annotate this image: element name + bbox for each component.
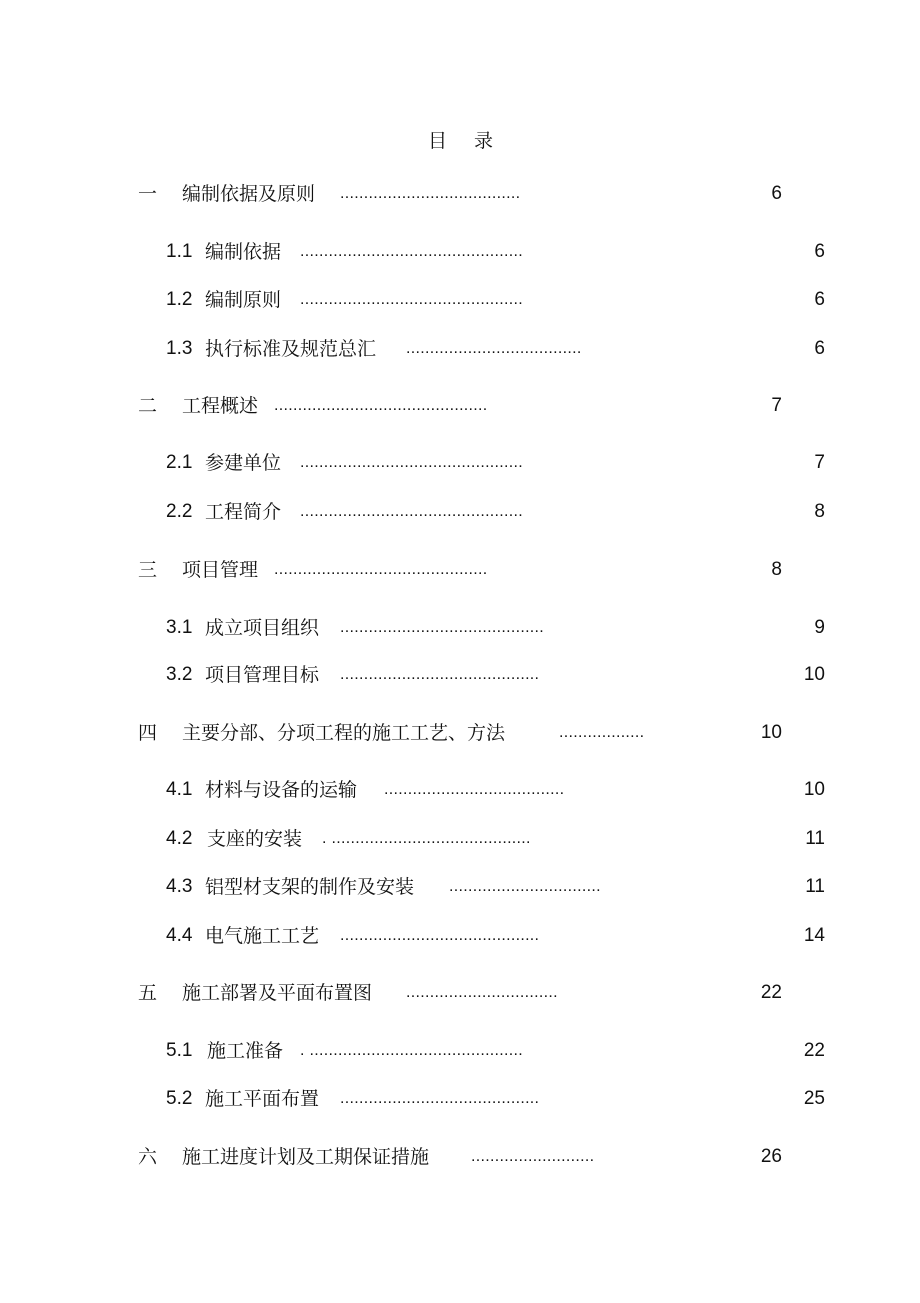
section-number: 3.2 — [166, 664, 193, 685]
dot-leader: .................. — [559, 724, 645, 741]
dot-leader: . ............................................. — [300, 1042, 524, 1059]
toc-entry[interactable] — [0, 1038, 920, 1064]
section-number: 4.1 — [166, 779, 193, 800]
chapter-number: 五 — [138, 982, 158, 1004]
entry-label: 施工准备 — [207, 1040, 284, 1062]
page-number: 11 — [805, 876, 825, 897]
entry-label: 主要分部、分项工程的施工工艺、方法 — [182, 722, 506, 744]
page-number: 6 — [814, 289, 825, 310]
dot-leader: ............................................. — [274, 561, 488, 578]
entry-label: 编制依据及原则 — [182, 183, 316, 205]
chapter-number: 二 — [138, 395, 158, 417]
toc-entry[interactable] — [0, 1144, 920, 1170]
toc-entry[interactable] — [0, 923, 920, 949]
toc-entry[interactable] — [0, 287, 920, 313]
section-number: 2.2 — [166, 501, 193, 522]
entry-label: 参建单位 — [205, 452, 282, 474]
section-number: 4.4 — [166, 925, 193, 946]
toc-entry[interactable] — [0, 874, 920, 900]
toc-entry[interactable] — [0, 1086, 920, 1112]
entry-label: 项目管理目标 — [205, 664, 320, 686]
page-number: 8 — [771, 559, 782, 580]
page-number: 10 — [803, 779, 825, 800]
section-number: 1.3 — [166, 338, 193, 359]
dot-leader: ..................................... — [406, 340, 582, 357]
dot-leader: ............................................... — [300, 503, 524, 520]
page-number: 22 — [760, 982, 782, 1003]
dot-leader: .......................................... — [340, 927, 540, 944]
toc-title-char-1: 目 — [428, 130, 448, 152]
section-number: 3.1 — [166, 617, 193, 638]
page-number: 26 — [760, 1146, 782, 1167]
toc-entry[interactable] — [0, 615, 920, 641]
entry-label: 铝型材支架的制作及安装 — [205, 876, 415, 898]
toc-entry[interactable] — [0, 662, 920, 688]
entry-label: 编制原则 — [205, 289, 282, 311]
section-number: 5.2 — [166, 1088, 193, 1109]
entry-label: 电气施工工艺 — [205, 925, 320, 947]
entry-label: 施工进度计划及工期保证措施 — [182, 1146, 430, 1168]
entry-label: 项目管理 — [182, 559, 259, 581]
page-number: 6 — [814, 241, 825, 262]
section-number: 2.1 — [166, 452, 193, 473]
dot-leader: .......................... — [471, 1148, 595, 1165]
page-number: 8 — [814, 501, 825, 522]
dot-leader: ...................................... — [340, 185, 521, 202]
dot-leader: ...................................... — [384, 781, 565, 798]
entry-label: 成立项目组织 — [205, 617, 320, 639]
dot-leader: ............................................... — [300, 291, 524, 308]
toc-entry[interactable] — [0, 777, 920, 803]
chapter-number: 六 — [138, 1146, 158, 1168]
entry-label: 施工平面布置 — [205, 1088, 320, 1110]
section-number: 4.2 — [166, 828, 193, 849]
section-number: 4.3 — [166, 876, 193, 897]
section-number: 1.1 — [166, 241, 193, 262]
page-number: 6 — [771, 183, 782, 204]
entry-label: 执行标准及规范总汇 — [205, 338, 377, 360]
page-number: 7 — [814, 452, 825, 473]
dot-leader: .......................................... — [340, 666, 540, 683]
dot-leader: ................................ — [449, 878, 601, 895]
page-number: 10 — [803, 664, 825, 685]
page-number: 7 — [771, 395, 782, 416]
toc-entry[interactable] — [0, 826, 920, 852]
dot-leader: ................................ — [406, 984, 558, 1001]
dot-leader: ............................................... — [300, 454, 524, 471]
page-number: 14 — [803, 925, 825, 946]
toc-entry[interactable] — [0, 181, 920, 207]
chapter-number: 四 — [138, 722, 158, 744]
toc-entry[interactable] — [0, 336, 920, 362]
entry-label: 施工部署及平面布置图 — [182, 982, 373, 1004]
chapter-number: 三 — [138, 559, 158, 581]
page-number: 22 — [803, 1040, 825, 1061]
section-number: 5.1 — [166, 1040, 193, 1061]
section-number: 1.2 — [166, 289, 193, 310]
entry-label: 工程概述 — [182, 395, 259, 417]
toc-entry[interactable] — [0, 499, 920, 525]
toc-entry[interactable] — [0, 980, 920, 1006]
toc-entry[interactable] — [0, 450, 920, 476]
entry-label: 编制依据 — [205, 241, 282, 263]
page-number: 6 — [814, 338, 825, 359]
toc-entry[interactable] — [0, 239, 920, 265]
dot-leader: ........................................... — [340, 619, 545, 636]
toc-title-char-2: 录 — [474, 130, 494, 152]
entry-label: 支座的安装 — [207, 828, 303, 850]
page-number: 25 — [803, 1088, 825, 1109]
page-number: 10 — [760, 722, 782, 743]
dot-leader: ............................................... — [300, 243, 524, 260]
toc-entry[interactable] — [0, 557, 920, 583]
dot-leader: .......................................... — [340, 1090, 540, 1107]
page-number: 11 — [805, 828, 825, 849]
entry-label: 材料与设备的运输 — [205, 779, 358, 801]
chapter-number: 一 — [138, 183, 158, 205]
toc-entry[interactable] — [0, 393, 920, 419]
dot-leader: ............................................. — [274, 397, 488, 414]
toc-entry[interactable] — [0, 720, 920, 746]
entry-label: 工程简介 — [205, 501, 282, 523]
dot-leader: . .......................................... — [322, 830, 531, 847]
page-number: 9 — [814, 617, 825, 638]
